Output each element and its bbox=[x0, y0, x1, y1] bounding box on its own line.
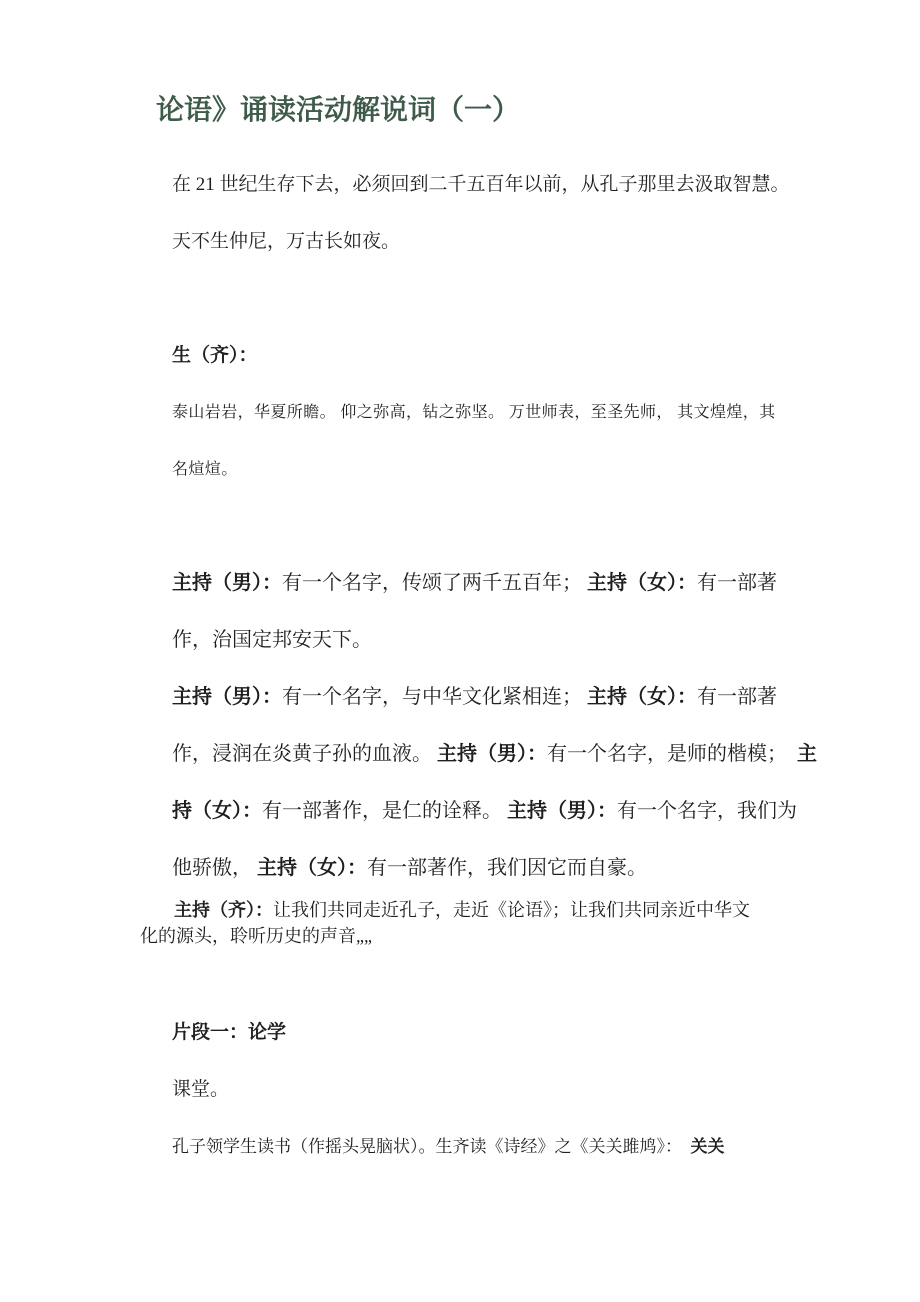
text-segment: 天不生仲尼，万古长如夜。 bbox=[172, 231, 401, 252]
text-segment: 有一个名字，与中华文化紧相连； bbox=[282, 686, 587, 708]
text-line bbox=[172, 327, 880, 384]
text-line bbox=[172, 612, 880, 669]
paragraph-gap bbox=[140, 498, 880, 555]
text-segment: 有一部著作，是仁的诠释。 bbox=[262, 800, 507, 822]
speaker-label: 主持（男）： bbox=[507, 800, 617, 822]
speaker-label: 主持（男）： bbox=[172, 686, 282, 708]
speaker-label: 主持（男）： bbox=[172, 572, 282, 594]
speaker-label: 主 bbox=[797, 743, 817, 765]
speaker-label: 生（齐）： bbox=[172, 345, 258, 366]
document-title: 论语》诵读活动解说词（一） bbox=[156, 95, 521, 126]
text-line bbox=[172, 555, 880, 612]
speaker-label: 主持（齐）： bbox=[174, 900, 273, 920]
text-line bbox=[172, 1118, 880, 1175]
text-segment: 化的源头，聆听历史的声音„„ bbox=[140, 926, 372, 946]
text-segment: 作，治国定邦安天下。 bbox=[172, 629, 372, 651]
speaker-label: 主持（女）： bbox=[587, 686, 697, 708]
speaker-label: 关关 bbox=[690, 1137, 725, 1156]
text-line bbox=[140, 897, 880, 923]
text-segment: 在 21 世纪生存下去，必须回到二千五百年以前，从孔子那里去汲取智慧。 bbox=[172, 174, 790, 195]
paragraph-gap bbox=[140, 270, 880, 327]
speaker-label: 主持（女）： bbox=[257, 857, 367, 879]
text-segment: 他骄傲， bbox=[172, 857, 257, 879]
paragraph-gap bbox=[140, 949, 880, 1004]
text-line bbox=[172, 441, 880, 498]
text-line bbox=[172, 726, 880, 783]
text-segment: 有一部著 bbox=[697, 572, 777, 594]
text-line bbox=[140, 923, 880, 949]
speaker-label: 主持（男）： bbox=[437, 743, 547, 765]
text-line bbox=[172, 840, 880, 897]
text-segment: 有一部著 bbox=[697, 686, 777, 708]
text-line bbox=[172, 156, 880, 213]
text-segment: 作，浸润在炎黄子孙的血液。 bbox=[172, 743, 437, 765]
text-segment: 孔子领学生读书（作摇头晃脑状）。生齐读《诗经》之《关关雎鸠》： bbox=[172, 1137, 691, 1156]
text-segment: 让我们共同走近孔子，走近《论语》；让我们共同亲近中华文 bbox=[273, 900, 750, 920]
speaker-label: 主持（女）： bbox=[587, 572, 697, 594]
text-line bbox=[172, 1061, 880, 1118]
text-line bbox=[172, 783, 880, 840]
text-segment: 课堂。 bbox=[172, 1079, 230, 1100]
text-segment: 名煊煊。 bbox=[172, 461, 238, 478]
text-line bbox=[172, 669, 880, 726]
text-segment: 泰山岩岩，华夏所瞻。 仰之弥高，钻之弥坚。 万世师表，至圣先师， 其文煌煌，其 bbox=[172, 404, 776, 421]
document-body bbox=[140, 156, 880, 1175]
text-segment: 有一个名字，是师的楷模； bbox=[547, 743, 797, 765]
text-line bbox=[172, 384, 880, 441]
text-line bbox=[172, 1004, 880, 1061]
speaker-label: 片段一：论学 bbox=[172, 1022, 287, 1043]
text-segment: 有一个名字，传颂了两千五百年； bbox=[282, 572, 587, 594]
speaker-label: 持（女）： bbox=[172, 800, 262, 822]
text-segment: 有一部著作，我们因它而自豪。 bbox=[367, 857, 647, 879]
text-segment: 有一个名字，我们为 bbox=[617, 800, 797, 822]
text-line bbox=[172, 213, 880, 270]
